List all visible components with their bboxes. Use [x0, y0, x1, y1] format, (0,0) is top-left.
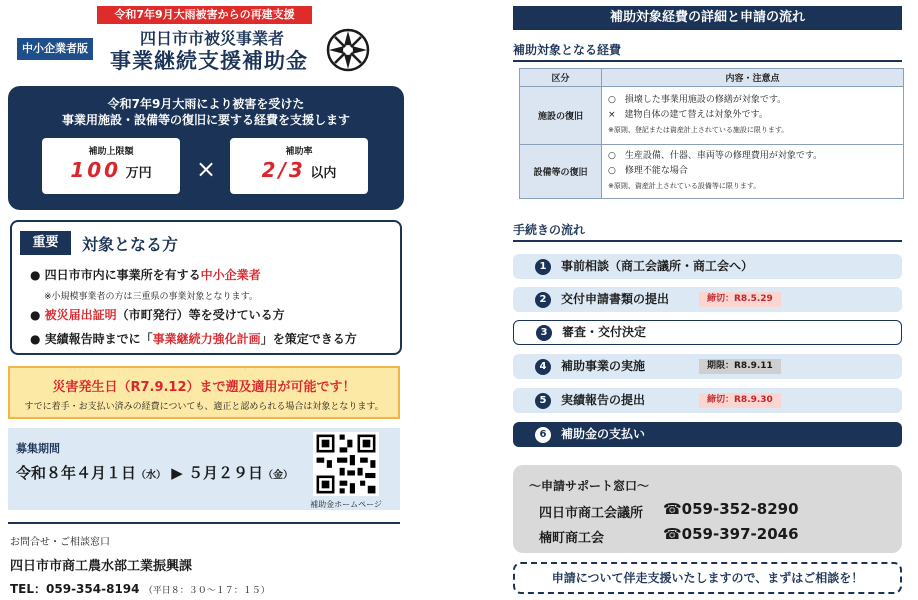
eligibility-item-2: ● 被災届出証明（市町発行）等を受けている方 [30, 308, 285, 322]
support-tel-2[interactable]: ☎059-397-2046 [663, 525, 799, 543]
qr-caption: 補助金ホームページ [310, 500, 382, 509]
step-5-deadline: 締切：R8.9.30 [699, 393, 781, 408]
step-2-num: 2 [535, 292, 551, 308]
item3-pre: 実績報告時までに「 [44, 332, 153, 346]
step-4-label: 補助事業の実施 [561, 359, 646, 373]
rate-value-row [230, 158, 368, 182]
row2-category: 設備等の復旧 [520, 145, 602, 199]
retroactive-main: 災害発生日（R7.9.12）まで遡及適用が可能です！ [52, 380, 356, 395]
step-2 [513, 287, 902, 312]
item3-highlight: 事業継続力強化計画 [152, 332, 261, 346]
step-1-label: 事前相談（商工会議所・商工会へ） [561, 259, 754, 273]
times-symbol: × [196, 155, 217, 183]
row1-line1: ○ 損壊した事業用施設の修繕が対象です。 [608, 95, 787, 105]
contact-tel-row [10, 580, 270, 597]
step-4-num: 4 [535, 359, 551, 375]
step-6-label: 補助金の支払い [561, 427, 646, 441]
period-start: 令和８年４月１日 [16, 464, 137, 482]
row2-note: ※原則、資産計上されている設備等に限ります。 [608, 182, 761, 190]
eligibility-note: ※小規模事業者の方は三重県の事業対象となります。 [44, 292, 258, 302]
item1-text: 四日市市内に事業所を有する [44, 268, 201, 282]
limit-value: 100 [70, 158, 122, 182]
page-title: 事業継続支援補助金 [110, 49, 308, 73]
rate-label: 補助率 [285, 147, 313, 157]
support-title: ～申請サポート窓口～ [529, 479, 650, 493]
contact-dept: 四日市市商工農水部工業振興課 [10, 559, 193, 574]
support-tel-1[interactable]: ☎059-352-8290 [663, 500, 799, 518]
support-org-1: 四日市商工会議所 [539, 506, 644, 521]
period-start-day: （水） [136, 470, 167, 481]
contact-hours: （平日８：３０～１７：１５） [143, 586, 270, 596]
eligibility-title: 対象となる方 [82, 235, 179, 254]
step-1 [513, 254, 902, 279]
important-tag: 重要 [20, 231, 71, 255]
row2-line2: ○ 修理不能な場合 [608, 166, 688, 176]
period-arrow: ▶ [171, 464, 183, 482]
row1-note: ※原則、登記または資産計上されている施設に限ります。 [608, 126, 789, 134]
city-emblem-icon [326, 28, 370, 72]
step-3-num: 3 [536, 325, 552, 341]
divider [8, 522, 400, 524]
retroactive-box [8, 366, 400, 419]
period-end: ５月２９日 [188, 464, 264, 482]
step-3 [513, 320, 902, 345]
step-5-label: 実績報告の提出 [561, 393, 646, 407]
period-dates [16, 462, 293, 483]
flow-heading: 手続きの流れ [513, 221, 902, 242]
step-5-num: 5 [535, 393, 551, 409]
step-4 [513, 354, 902, 379]
qr-code-icon[interactable] [313, 432, 379, 496]
step-6 [513, 422, 902, 447]
support-org-2: 楠町商工会 [539, 531, 605, 546]
step-1-num: 1 [535, 259, 551, 275]
rate-value: 2/3 [261, 158, 306, 182]
retroactive-note: すでに着手・お支払い済みの経費についても、適正と認められる場合は対象となります。 [24, 402, 384, 412]
limit-box [42, 138, 180, 194]
title-line1: 四日市市被災事業者 [139, 29, 284, 48]
cost-col-category: 区分 [520, 69, 602, 87]
step-2-label: 交付申請書類の提出 [561, 292, 670, 306]
row1-line2: × 建物自体の建て替えは対象外です。 [608, 110, 768, 120]
item2-highlight: 被災届出証明 [44, 308, 117, 322]
closing-message: 申請について伴走支援いたしますので、まずはご相談を！ [513, 562, 902, 594]
item1-highlight: 中小企業者 [200, 268, 261, 282]
summary-lead-2: 事業用施設・設備等の復旧に要する経費を支援します [61, 113, 350, 127]
eligibility-item-1: ● 四日市市内に事業所を有する中小企業者 [30, 268, 261, 282]
top-banner: 令和7年9月大雨被害からの再建支援 [97, 6, 312, 24]
step-5 [513, 388, 902, 413]
rate-unit: 以内 [310, 166, 337, 181]
step-2-deadline: 締切：R8.5.29 [699, 292, 781, 307]
item3-post: 」を策定できる方 [260, 332, 357, 346]
contact-label: お問合せ・ご相談窓口 [10, 537, 110, 548]
rate-box [230, 138, 368, 194]
right-title: 補助対象経費の詳細と申請の流れ [513, 6, 902, 30]
row2-line1: ○ 生産設備、什器、車両等の修理費用が対象です。 [608, 151, 823, 161]
step-6-num: 6 [535, 427, 551, 443]
limit-unit: 万円 [125, 166, 152, 181]
eligibility-item-3: ● 実績報告時までに「事業継続力強化計画」を策定できる方 [30, 332, 357, 346]
support-panel [513, 465, 902, 553]
item2-text: （市町発行）等を受けている方 [116, 308, 285, 322]
summary-panel [8, 86, 404, 210]
cost-heading: 補助対象となる経費 [513, 41, 902, 62]
table-row [520, 87, 904, 145]
limit-label: 補助上限額 [88, 147, 134, 157]
cost-col-content: 内容・注意点 [602, 69, 904, 87]
edition-badge: 中小企業者版 [17, 38, 93, 60]
period-label: 募集期間 [16, 442, 60, 455]
cost-table [519, 68, 904, 199]
row2-content [602, 145, 904, 199]
step-3-label: 審査・交付決定 [562, 325, 647, 339]
row1-content [602, 87, 904, 145]
step-4-deadline: 期限：R8.9.11 [699, 359, 781, 374]
period-end-day: （金） [263, 470, 294, 481]
contact-tel[interactable]: TEL：059-354-8194 [10, 582, 140, 596]
row1-category: 施設の復旧 [520, 87, 602, 145]
summary-lead-1: 令和7年9月大雨により被害を受けた [107, 97, 305, 111]
table-row [520, 145, 904, 199]
limit-value-row [42, 158, 180, 182]
